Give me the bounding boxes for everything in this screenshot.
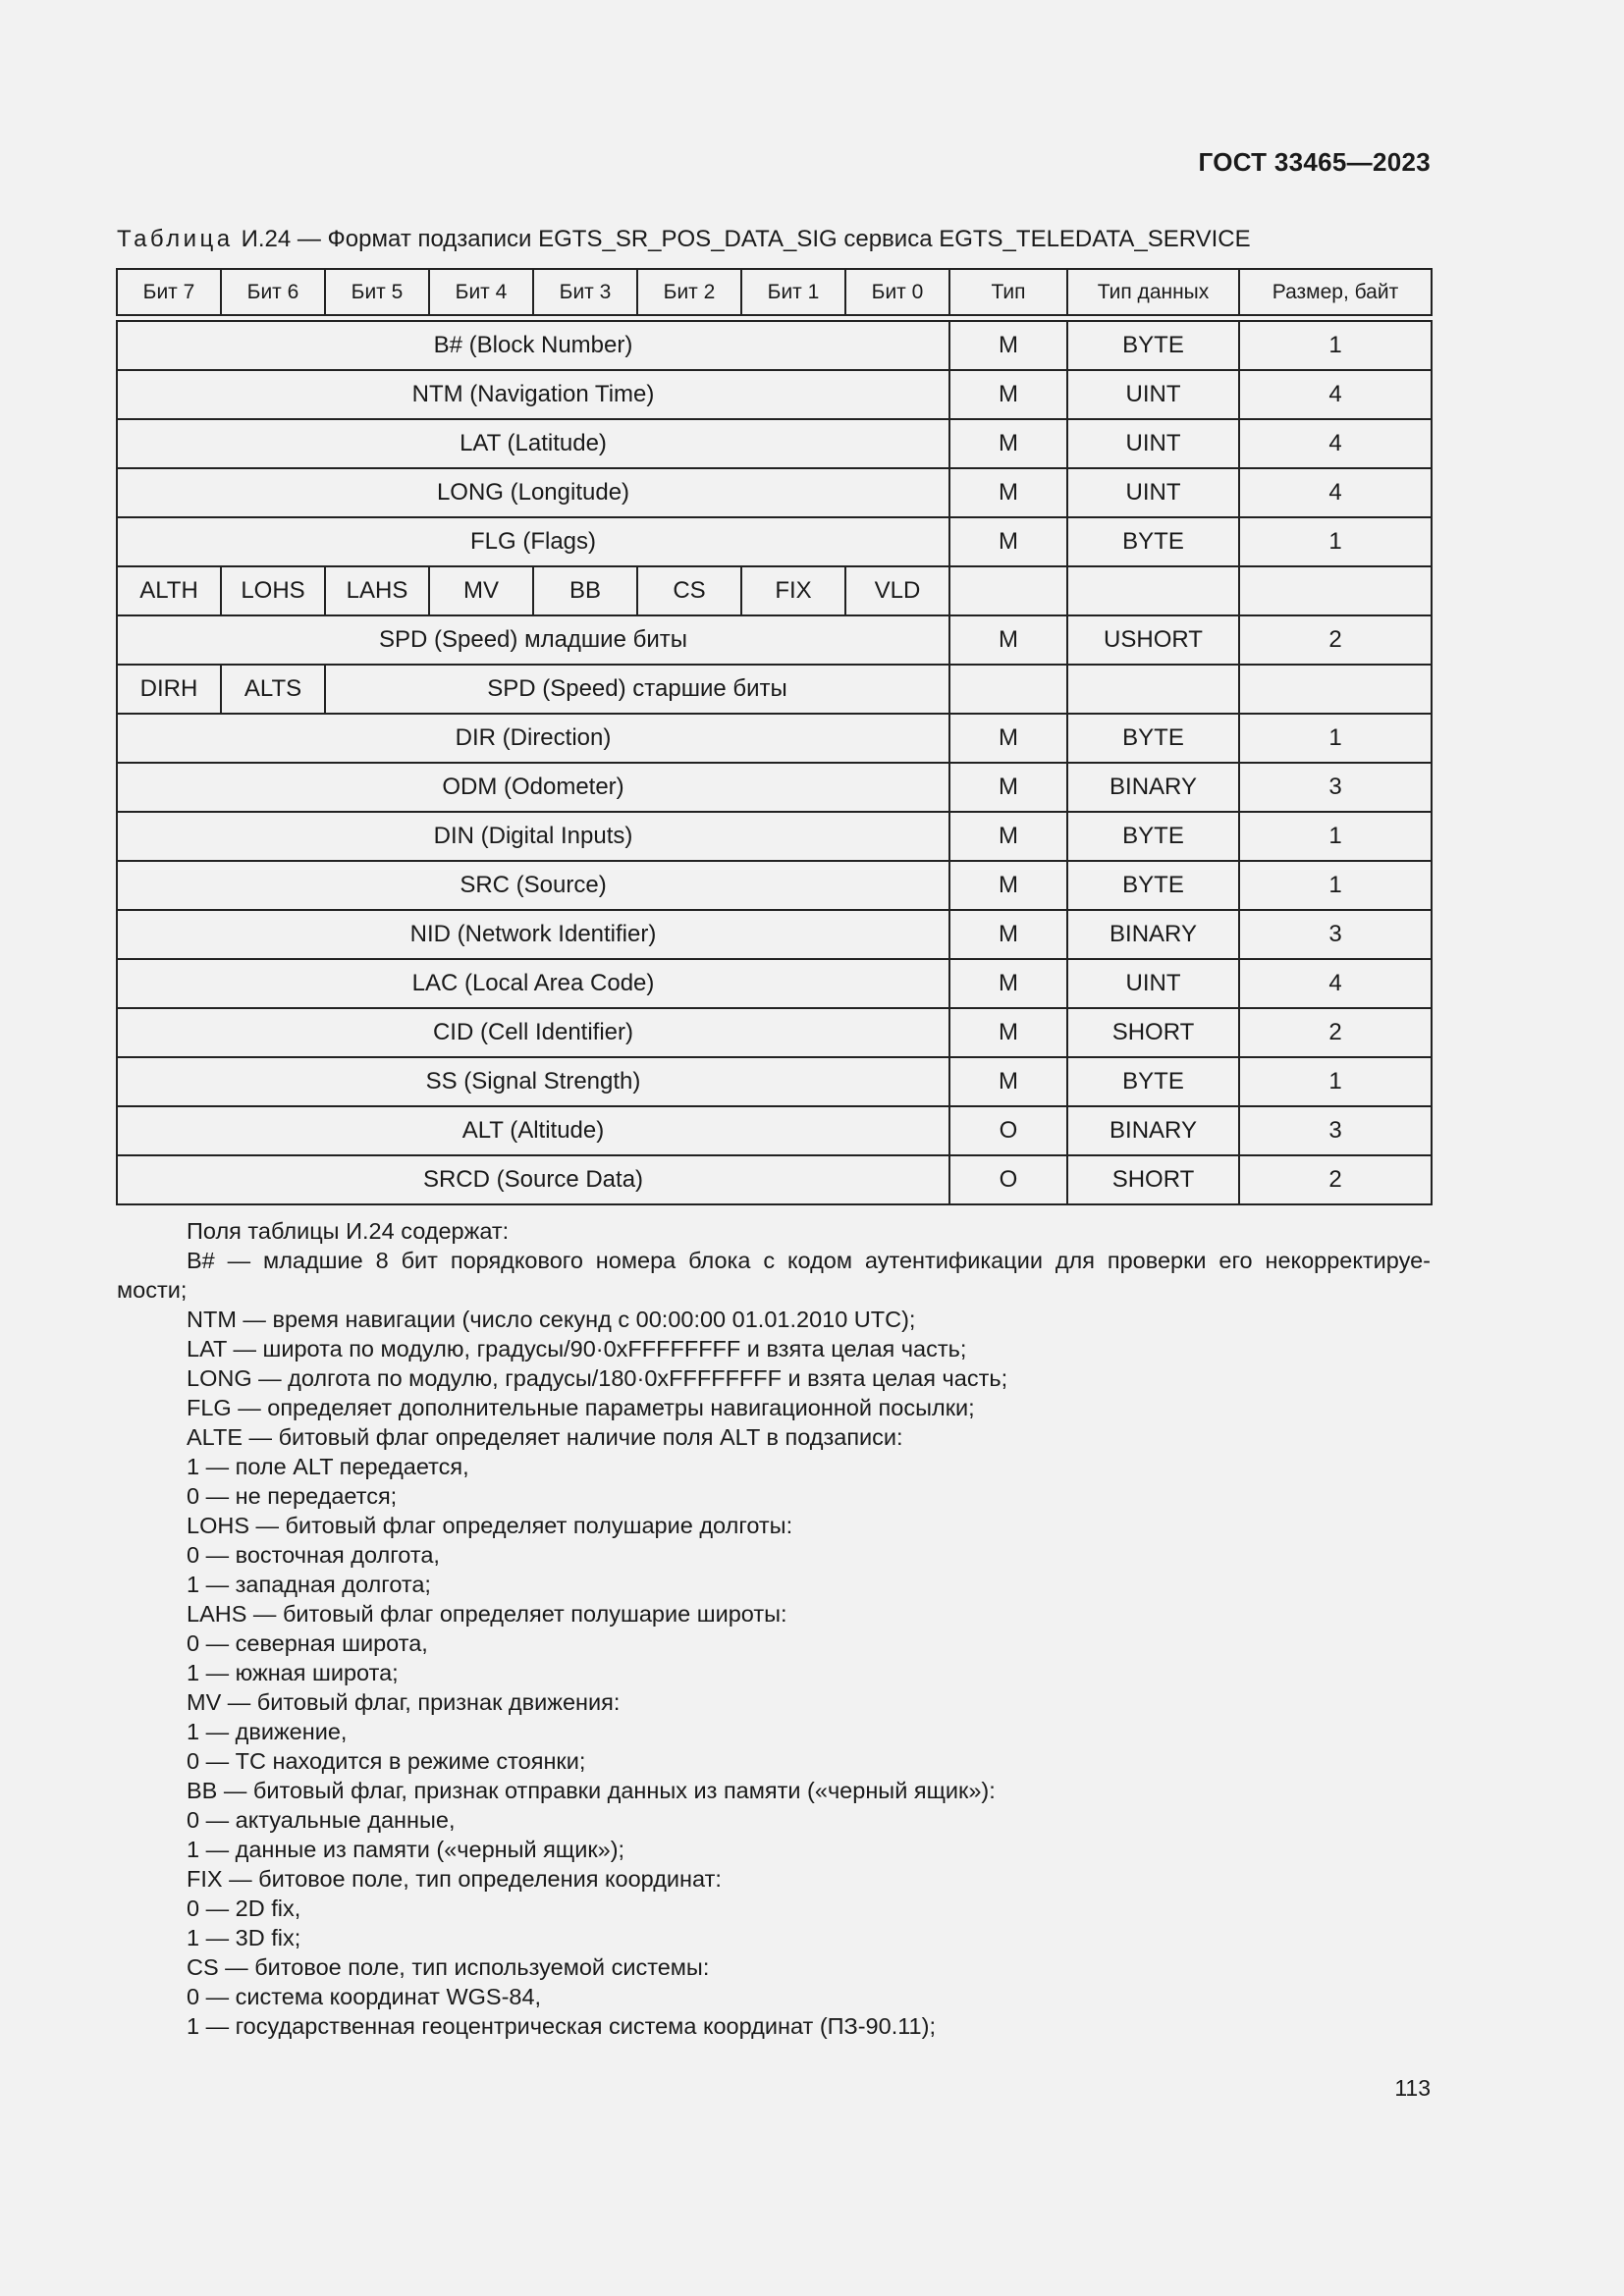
note-line: LONG — долгота по модулю, градусы/180·0xFFFFFFFF и взята целая часть; [187,1365,1008,1391]
note-line: LAHS — битовый флаг определяет полушарие широты: [187,1601,787,1627]
note-line: NTM — время навигации (число секунд с 00:00:00 01.01.2010 UTC); [187,1307,916,1332]
datatype-cell: UINT [1067,959,1239,1008]
note-line: LOHS — битовый флаг определяет полушарие долготы: [187,1513,793,1538]
type-cell: M [949,419,1067,468]
size-cell: 2 [1239,615,1432,665]
type-cell: M [949,370,1067,419]
header-cell: Бит 0 [845,269,949,315]
type-cell: O [949,1106,1067,1155]
note-line: 1 — западная долгота; [187,1572,431,1597]
empty-cell [1239,665,1432,714]
note-line: 0 — актуальные данные, [187,1807,456,1833]
datatype-cell: SHORT [1067,1155,1239,1204]
note-line: 1 — 3D fix; [187,1925,301,1950]
note-line: 1 — южная широта; [187,1660,399,1685]
header-cell: Размер, байт [1239,269,1432,315]
field-name-cell: LAT (Latitude) [117,419,949,468]
datatype-cell: BYTE [1067,812,1239,861]
table-caption-text: И.24 — Формат подзаписи EGTS_SR_POS_DATA_SIG сервиса EGTS_TELEDATA_SERVICE [241,226,1251,252]
note-line: B# — младшие 8 бит порядкового номера блока с кодом аутентификации для проверки его некорректируе- [187,1248,1431,1273]
header-cell: Бит 6 [221,269,325,315]
document-standard-header: ГОСТ 33465—2023 [1198,147,1431,177]
datatype-cell: SHORT [1067,1008,1239,1057]
type-cell: M [949,910,1067,959]
datatype-cell: UINT [1067,419,1239,468]
table-caption [117,226,1251,253]
note-line: 0 — система координат WGS-84, [187,1984,542,2009]
field-name-cell: SS (Signal Strength) [117,1057,949,1106]
empty-cell [1239,566,1432,615]
bit-cell-fix: FIX [741,566,845,615]
header-cell: Тип [949,269,1067,315]
empty-cell [1067,665,1239,714]
field-name-cell: ALT (Altitude) [117,1106,949,1155]
table-row [117,517,1432,566]
table-row [117,714,1432,763]
datatype-cell: BYTE [1067,714,1239,763]
table-header-row [117,269,1432,315]
type-cell: M [949,615,1067,665]
size-cell: 4 [1239,419,1432,468]
header-cell: Бит 3 [533,269,637,315]
note-line: CS — битовое поле, тип используемой системы: [187,1954,710,1980]
datatype-cell: USHORT [1067,615,1239,665]
type-cell: M [949,714,1067,763]
field-name-cell: B# (Block Number) [117,321,949,370]
note-line: FIX — битовое поле, тип определения координат: [187,1866,722,1892]
size-cell: 3 [1239,910,1432,959]
bit-cell-bb: BB [533,566,637,615]
bit-cell-cs: CS [637,566,741,615]
table-caption-prefix: Таблица [117,226,234,252]
table-row [117,910,1432,959]
field-name-cell: FLG (Flags) [117,517,949,566]
bit-cell-alth: ALTH [117,566,221,615]
empty-cell [949,566,1067,615]
size-cell: 1 [1239,812,1432,861]
field-name-cell: ODM (Odometer) [117,763,949,812]
size-cell: 3 [1239,1106,1432,1155]
table-row [117,1057,1432,1106]
note-line: FLG — определяет дополнительные параметры навигационной посылки; [187,1395,975,1420]
field-name-cell: LONG (Longitude) [117,468,949,517]
datatype-cell: BINARY [1067,763,1239,812]
datatype-cell: BYTE [1067,517,1239,566]
datatype-cell: UINT [1067,370,1239,419]
header-cell: Бит 4 [429,269,533,315]
type-cell: M [949,959,1067,1008]
note-line: 1 — движение, [187,1719,348,1744]
note-line: 0 — не передается; [187,1483,398,1509]
type-cell: M [949,861,1067,910]
header-cell: Бит 2 [637,269,741,315]
field-name-cell: NID (Network Identifier) [117,910,949,959]
type-cell: M [949,763,1067,812]
field-name-cell: CID (Cell Identifier) [117,1008,949,1057]
header-cell: Бит 7 [117,269,221,315]
table-row [117,615,1432,665]
field-name-cell: LAC (Local Area Code) [117,959,949,1008]
datatype-cell: BYTE [1067,861,1239,910]
size-cell: 4 [1239,468,1432,517]
table-row [117,861,1432,910]
size-cell: 1 [1239,321,1432,370]
table-row [117,812,1432,861]
type-cell: M [949,812,1067,861]
size-cell: 1 [1239,1057,1432,1106]
type-cell: M [949,1008,1067,1057]
bit-cell-lahs: LAHS [325,566,429,615]
header-cell: Бит 5 [325,269,429,315]
header-cell: Тип данных [1067,269,1239,315]
type-cell: M [949,468,1067,517]
datatype-cell: BYTE [1067,321,1239,370]
size-cell: 3 [1239,763,1432,812]
flag-bits-row [117,566,1432,615]
table-row [117,321,1432,370]
note-line: 1 — государственная геоцентрическая система координат (ПЗ-90.11); [187,2013,936,2039]
size-cell: 2 [1239,1008,1432,1057]
field-name-cell: SRC (Source) [117,861,949,910]
note-line: BB — битовый флаг, признак отправки данных из памяти («черный ящик»): [187,1778,996,1803]
header-cell: Бит 1 [741,269,845,315]
bit-cell-dirh: DIRH [117,665,221,714]
bit-cell-spd-high: SPD (Speed) старшие биты [325,665,949,714]
note-line: LAT — широта по модулю, градусы/90·0xFFFFFFFF и взята целая часть; [187,1336,967,1362]
datatype-cell: BINARY [1067,910,1239,959]
note-line: MV — битовый флаг, признак движения: [187,1689,621,1715]
note-line: ALTE — битовый флаг определяет наличие поля ALT в подзаписи: [187,1424,903,1450]
table-row [117,1106,1432,1155]
field-descriptions [117,1216,1431,2041]
size-cell: 1 [1239,861,1432,910]
type-cell: M [949,517,1067,566]
note-line: 1 — данные из памяти («черный ящик»); [187,1837,625,1862]
type-cell: M [949,321,1067,370]
bit-cell-lohs: LOHS [221,566,325,615]
table-row [117,1008,1432,1057]
bit-cell-alts: ALTS [221,665,325,714]
field-name-cell: SRCD (Source Data) [117,1155,949,1204]
notes-intro: Поля таблицы И.24 содержат: [187,1218,510,1244]
type-cell: M [949,1057,1067,1106]
type-cell: O [949,1155,1067,1204]
table-row [117,468,1432,517]
field-name-cell: DIN (Digital Inputs) [117,812,949,861]
record-format-table [116,268,1433,1205]
table-row [117,1155,1432,1204]
size-cell: 4 [1239,370,1432,419]
note-line: 1 — поле ALT передается, [187,1454,469,1479]
table-row [117,370,1432,419]
speed-high-bits-row [117,665,1432,714]
datatype-cell: BINARY [1067,1106,1239,1155]
field-name-cell: NTM (Navigation Time) [117,370,949,419]
size-cell: 4 [1239,959,1432,1008]
table-row [117,419,1432,468]
page-number: 113 [1394,2075,1431,2101]
size-cell: 1 [1239,714,1432,763]
table-row [117,959,1432,1008]
table-row [117,763,1432,812]
empty-cell [1067,566,1239,615]
note-line: 0 — ТС находится в режиме стоянки; [187,1748,586,1774]
note-line: 0 — восточная долгота, [187,1542,440,1568]
empty-cell [949,665,1067,714]
bit-cell-vld: VLD [845,566,949,615]
size-cell: 2 [1239,1155,1432,1204]
note-line: 0 — 2D fix, [187,1896,301,1921]
note-line: 0 — северная широта, [187,1630,428,1656]
datatype-cell: BYTE [1067,1057,1239,1106]
field-name-cell: SPD (Speed) младшие биты [117,615,949,665]
size-cell: 1 [1239,517,1432,566]
bit-cell-mv: MV [429,566,533,615]
field-name-cell: DIR (Direction) [117,714,949,763]
datatype-cell: UINT [1067,468,1239,517]
note-line: мости; [117,1277,188,1303]
